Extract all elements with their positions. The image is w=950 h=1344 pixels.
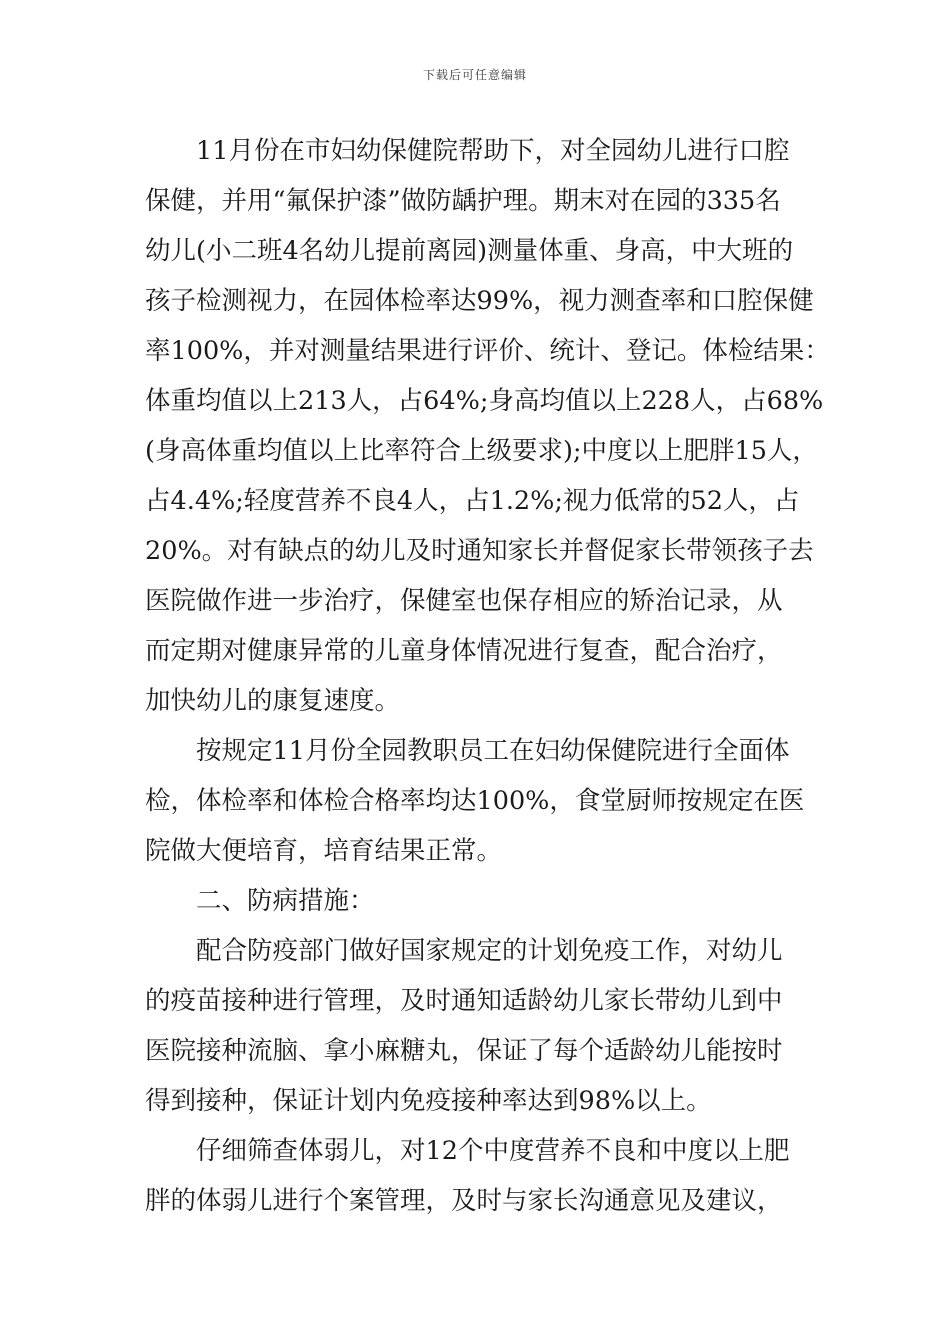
text-line: 医院做作进一步治疗，保健室也保存相应的矫治记录，从 [145,586,783,616]
text-line: 占4.4%;轻度营养不良4人，占1.2%;视力低常的52人，占 [145,486,800,516]
document-body [145,126,830,1226]
text-line: 而定期对健康异常的儿童身体情况进行复查，配合治疗， [145,636,783,666]
text-line: 胖的体弱儿进行个案管理，及时与家长沟通意见及建议， [145,1186,783,1216]
text-line: 配合防疫部门做好国家规定的计划免疫工作，对幼儿 [145,936,783,966]
section-heading: 二、防病措施： [145,886,375,916]
text-line: 加快幼儿的康复速度。 [145,686,401,716]
text-line: 仔细筛查体弱儿，对12个中度营养不良和中度以上肥 [145,1136,790,1166]
text-line: 20%。对有缺点的幼儿及时通知家长并督促家长带领孩子去 [145,536,814,566]
text-line: 医院接种流脑、拿小麻糖丸，保证了每个适龄幼儿能按时 [145,1036,783,1066]
text-line: 体重均值以上213人，占64%;身高均值以上228人，占68% [145,386,824,416]
text-line: 检，体检率和体检合格率均达100%，食堂厨师按规定在医 [145,786,805,816]
text-line: 幼儿(小二班4名幼儿提前离园)测量体重、身高，中大班的 [145,236,794,266]
page-header: 下载后可任意编辑 [422,68,527,82]
text-line: 院做大便培育，培育结果正常。 [145,836,503,866]
text-line: 11月份在市妇幼保健院帮助下，对全园幼儿进行口腔 [145,136,790,166]
text-line: 保健，并用“氟保护漆”做防龋护理。期末对在园的335名 [145,186,781,216]
text-line: 按规定11月份全园教职员工在妇幼保健院进行全面体 [145,736,790,766]
text-line: (身高体重均值以上比率符合上级要求);中度以上肥胖15人， [145,436,818,466]
text-line: 孩子检测视力，在园体检率达99%，视力测查率和口腔保健 [145,286,814,316]
text-line: 的疫苗接种进行管理，及时通知适龄幼儿家长带幼儿到中 [145,986,783,1016]
text-line: 率100%，并对测量结果进行评价、统计、登记。体检结果： [145,336,830,366]
text-line: 得到接种，保证计划内免疫接种率达到98%以上。 [145,1086,712,1116]
